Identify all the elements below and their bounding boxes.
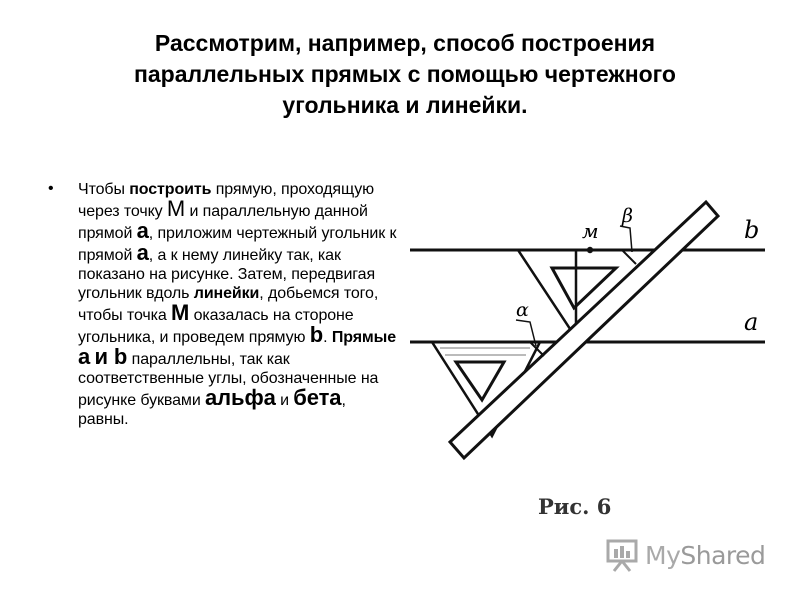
text-run: , равны.: [78, 392, 346, 428]
text-run: , добьемся того, чтобы точка: [78, 285, 379, 324]
label-alpha: α: [516, 299, 529, 321]
set-square-lower-inner: [456, 362, 504, 400]
bullet-paragraph: [78, 180, 398, 429]
watermark-my: My: [645, 540, 681, 570]
text-run: и параллельную данной прямой: [78, 203, 368, 242]
line-a-letter: а: [136, 218, 149, 243]
line-a-letter: а: [78, 344, 91, 369]
text-run: Чтобы: [78, 181, 130, 198]
text-run-bold: Прямые: [331, 329, 397, 346]
presentation-board-icon: [605, 537, 639, 573]
title-line-2: параллельных прямых с помощью чертежного: [134, 61, 676, 87]
text-run: , а к нему линейку так, как показано на рисунке. Затем, передвигая угольник вдоль: [78, 247, 376, 302]
text-run: прямую, проходящую через точку: [78, 181, 375, 220]
angle-alpha-arc: [530, 342, 544, 356]
label-m: м: [582, 219, 599, 243]
label-beta: β: [622, 205, 633, 227]
lines-a-b-letters: и b: [94, 344, 128, 369]
point-m-letter: М: [171, 300, 190, 325]
watermark-text: [645, 541, 765, 570]
label-a: а: [744, 308, 759, 336]
figure-caption: Рис. 6: [538, 494, 612, 519]
set-square-lower-hatching: [440, 348, 530, 355]
point-m-letter: М: [166, 196, 186, 221]
label-b: b: [744, 216, 760, 244]
alpha-word: альфа: [205, 385, 276, 410]
slide-title: [60, 28, 750, 121]
angle-beta-leader: [620, 226, 632, 252]
watermark-shared: Shared: [680, 540, 766, 570]
title-line-3: угольника и линейки.: [282, 92, 528, 118]
bullet-marker: •: [48, 180, 54, 197]
angle-beta-arc: [622, 250, 636, 264]
watermark: [605, 535, 765, 575]
text-run-bold: линейки: [193, 285, 260, 302]
text-run: .: [323, 329, 332, 346]
beta-word: бета: [293, 385, 342, 410]
line-b-letter: b: [309, 322, 324, 347]
text-run-bold: построить: [129, 181, 212, 198]
line-a-letter: а: [136, 240, 149, 265]
text-run: параллельны, так как соответственные углы, обозначенные на рисунке буквами: [78, 351, 379, 409]
title-line-1: Рассмотрим, например, способ построения: [154, 30, 656, 56]
text-run: и: [275, 392, 294, 409]
construction-figure: [400, 190, 780, 530]
text-run: оказалась на стороне угольника, и проведем прямую: [78, 307, 354, 346]
point-m: [587, 247, 593, 253]
text-run: , приложим чертежный угольник к прямой: [78, 225, 397, 264]
